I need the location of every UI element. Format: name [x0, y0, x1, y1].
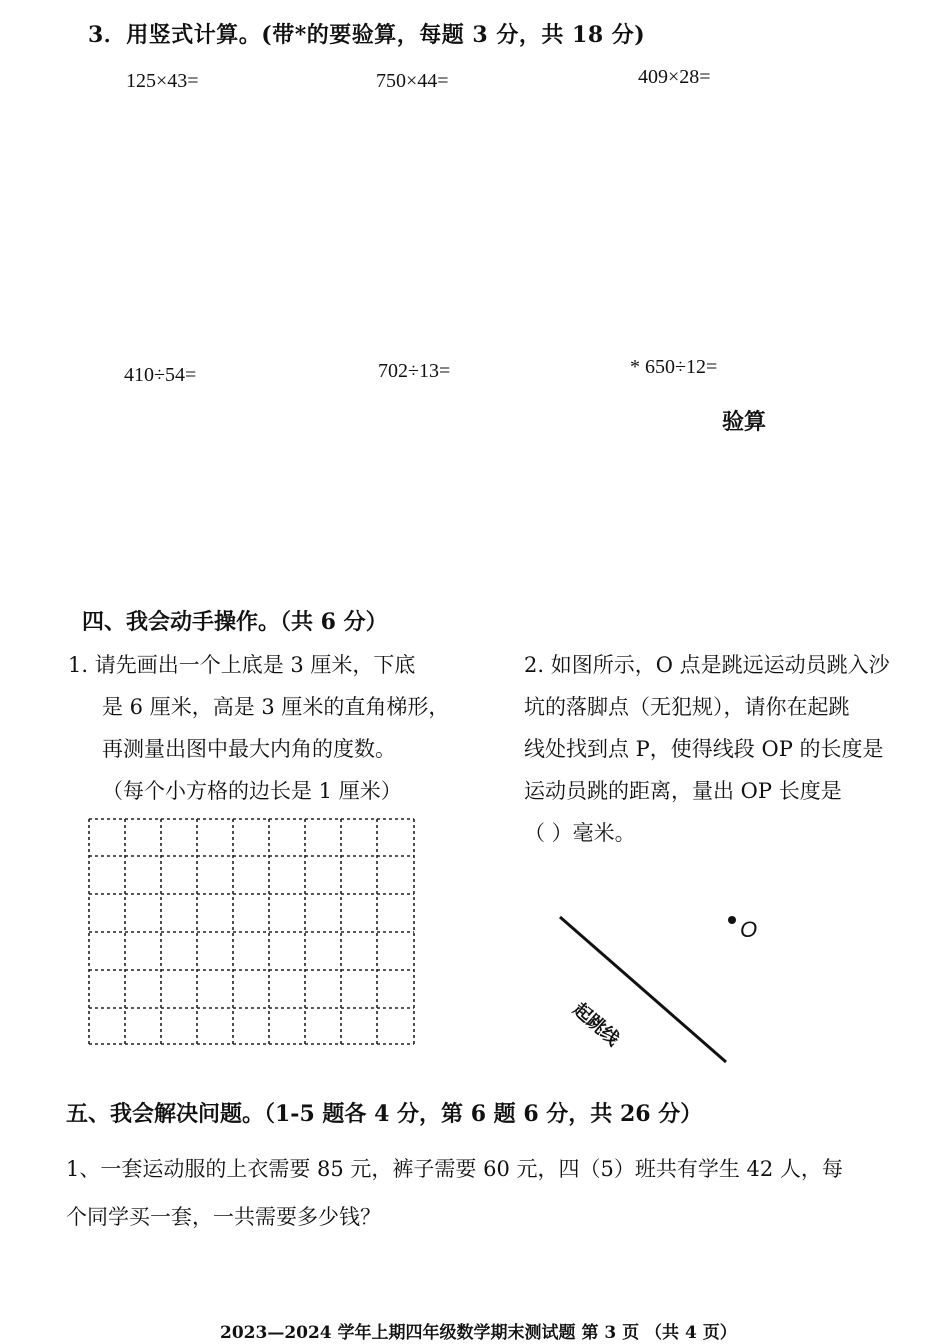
- dotted-grid: [88, 818, 418, 1050]
- long-jump-figure: [550, 905, 780, 1075]
- p2-line-5: （ ）毫米。: [524, 821, 636, 845]
- calc-125x43: 125×43=: [126, 70, 199, 92]
- p1-line-1: 1. 请先画出一个上底是 3 厘米，下底: [68, 653, 416, 677]
- section-5-problem-1: [66, 1145, 926, 1241]
- point-o: [728, 916, 736, 924]
- p2-line-4: 运动员跳的距离，量出 OP 长度是: [524, 779, 842, 803]
- p5-line-2: 个同学买一套，一共需要多少钱？: [66, 1205, 381, 1229]
- q3-title: 3．用竖式计算。(带*的要验算，每题 3 分，共 18 分): [88, 22, 646, 48]
- section-4-title: 四、我会动手操作。（共 6 分）: [82, 609, 388, 635]
- calc-702div13: 702÷13=: [378, 360, 451, 382]
- p5-line-1: 1、一套运动服的上衣需要 85 元，裤子需要 60 元，四（5）班共有学生 42 人，每: [66, 1157, 843, 1181]
- calc-409x28: 409×28=: [638, 66, 711, 88]
- p2-line-1: 2. 如图所示，O 点是跳远运动员跳入沙: [524, 653, 890, 677]
- point-o-label: O: [740, 917, 758, 942]
- p1-line-2: 是 6 厘米，高是 3 厘米的直角梯形，: [102, 695, 450, 719]
- calc-410div54: 410÷54=: [124, 364, 197, 386]
- p1-line-4: （每个小方格的边长是 1 厘米）: [102, 779, 402, 803]
- section-4-problem-2: [524, 644, 934, 854]
- takeoff-line: [560, 917, 726, 1062]
- check-label: 验算: [722, 409, 767, 435]
- p2-line-2: 坑的落脚点（无犯规），请你在起跳: [524, 695, 850, 719]
- page-footer: 2023—2024 学年上期四年级数学期末测试题 第 3 页 （共 4 页）: [220, 1323, 737, 1343]
- calc-650div12: * 650÷12=: [630, 356, 718, 378]
- section-5-title: 五、我会解决问题。（1-5 题各 4 分，第 6 题 6 分，共 26 分）: [66, 1101, 703, 1127]
- takeoff-line-label: 起跳线: [568, 998, 624, 1051]
- section-4-problem-1: [68, 644, 488, 812]
- p2-line-3: 线处找到点 P，使得线段 OP 的长度是: [524, 737, 884, 761]
- p1-line-3: 再测量出图中最大内角的度数。: [102, 737, 396, 761]
- calc-750x44: 750×44=: [376, 70, 449, 92]
